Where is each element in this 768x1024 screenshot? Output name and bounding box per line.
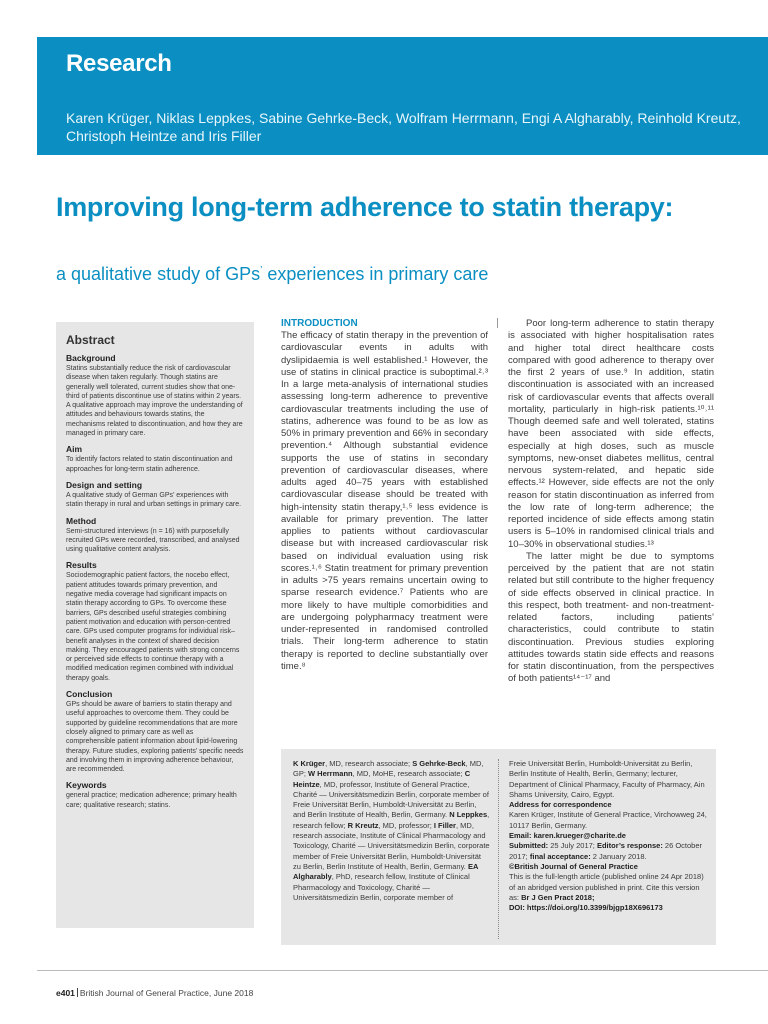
abstract-section-text: A qualitative study of German GPs’ experiences with statin therapy in rural and urban settings in primary care. bbox=[66, 491, 242, 509]
body-column-right bbox=[508, 318, 714, 686]
correspondence-heading: Address for correspondence bbox=[509, 800, 612, 810]
affiliation-continued: Freie Universität Berlin, Humboldt-Universität zu Berlin, Berlin Institute of Health, Berlin, Germany; lecturer, Department of Clinical Pharmacy, Faculty of Pharmacy, Ain Shams University, Cairo, Egypt. bbox=[509, 759, 705, 799]
abstract-section-results bbox=[66, 560, 244, 683]
author-name: K Krüger bbox=[293, 759, 326, 768]
page-number: e401 bbox=[56, 988, 75, 998]
author-name: R Kreutz bbox=[347, 820, 379, 830]
abstract-section-background bbox=[66, 353, 244, 438]
doi-link[interactable]: DOI: https://doi.org/10.3399/bjgp18X696173 bbox=[509, 903, 663, 913]
affiliations-left bbox=[293, 759, 490, 903]
affiliations-divider bbox=[498, 759, 499, 939]
abstract-heading: Abstract bbox=[66, 333, 115, 347]
author-affiliation: , research fellow; bbox=[293, 810, 490, 830]
abstract-section-title: Conclusion bbox=[66, 689, 113, 700]
abstract-section-text: GPs should be aware of barriers to statin therapy and useful approaches to overcome them. They could be supported by guideline recommendations that are more closely aligned to primary care as well as comprehensible patient information about lipid-lowering therapy. Future studies, exploring patients’ specific needs and involving them in improving adherence behaviour, are recommended. bbox=[66, 701, 244, 774]
copyright-line: ©British Journal of General Practice bbox=[509, 861, 638, 871]
column-rule bbox=[497, 318, 498, 328]
correspondence-email[interactable]: Email: karen.krueger@charite.de bbox=[509, 831, 626, 841]
abstract-section-title: Aim bbox=[66, 444, 83, 455]
abstract-section-keywords bbox=[66, 780, 244, 810]
article-title: Improving long-term adherence to statin therapy: bbox=[56, 192, 674, 222]
author-list: Karen Krüger, Niklas Leppkes, Sabine Gehrke-Beck, Wolfram Herrmann, Engi A Algharably, Reinhold Kreutz, Christoph Heintze and Iris Filler bbox=[66, 110, 741, 144]
citation-note: This is the full-length article (published online 24 Apr 2018) of an abridged version published in print. Cite this version as: Br J Gen Pract 2018; bbox=[509, 872, 704, 902]
author-name: W Herrmann bbox=[308, 769, 353, 779]
abstract-section-conclusion bbox=[66, 689, 244, 774]
footer-rule bbox=[37, 970, 768, 971]
abstract-section-title: Design and setting bbox=[66, 479, 143, 490]
author-affiliation: , MD, research associate, Institute of Clinical Pharmacology and Toxicology, Charité — Universitätsmedizin Berlin, corporate member of Freie Universität Berlin, Humboldt-Universität zu Berlin, Berlin Institute of Health, Berlin, Germany. bbox=[293, 820, 490, 871]
author-affiliation: , MD, GP; bbox=[293, 759, 484, 779]
affiliations-right bbox=[509, 759, 707, 913]
abstract-section-method bbox=[66, 516, 244, 555]
article-subtitle: a qualitative study of GPs’ experiences in primary care bbox=[56, 264, 489, 284]
author-name: N Leppkes bbox=[449, 810, 488, 820]
footer-separator bbox=[77, 988, 78, 997]
introduction-heading: INTRODUCTION bbox=[281, 318, 358, 329]
header-banner bbox=[37, 37, 768, 155]
abstract-section-text: To identify factors related to statin discontinuation and approaches for long-term statin adherence. bbox=[66, 456, 233, 473]
author-name: C Heintze bbox=[293, 769, 471, 789]
abstract-section-aim bbox=[66, 444, 244, 474]
author-affiliation: , PhD, research fellow, Institute of Clinical Pharmacology and Toxicology, Charité — Universitätsmedizin Berlin, corporate member of bbox=[293, 872, 470, 902]
abstract-section-title: Method bbox=[66, 515, 97, 526]
author-name: EA Algharably bbox=[293, 861, 479, 882]
abstract-section-text: Semi-structured interviews (n = 16) with purposefully recruited GPs were recorded, transcribed, and analysed using qualitative content analysis. bbox=[66, 527, 240, 554]
body-paragraph: Poor long-term adherence to statin therapy is associated with higher hospitalisation rates and higher total direct healthcare costs compared with good adherence to therapy over the first 2 years of use.⁹ In addition, statin discontinuation is associated with an increased risk of cardiovascular events that affects overall mortality, particularly in high-risk patients.¹⁰˒¹¹ Though deemed safe and well tolerated, statins have been associated with side effects, especially at high doses, such as muscle symptoms, new-onset diabetes mellitus, central nervous system-related, and hepatic side effects.¹² However, side effects are not the only reason for statin discontinuation as inferred from the low rate of long-term adherence; the reported incidence of side effects among statin users is 5–10% in randomised clinical trials and 10–30% in observational studies.¹³ bbox=[508, 318, 714, 550]
abstract-section-title: Background bbox=[66, 353, 116, 363]
submission-dates: Submitted: 25 July 2017; Editor’s response: 26 October 2017; final acceptance: 2 January 2018. bbox=[509, 841, 703, 861]
author-name: I Filler bbox=[433, 820, 456, 830]
author-affiliation: , MD, professor, Institute of General Practice, Charité — Universitätsmedizin Berlin, corporate member of Freie Universität Berlin, Humboldt-Universität zu Berlin, and Berlin Institute of Health, Berlin, Germany. bbox=[293, 779, 489, 820]
abstract-section-design bbox=[66, 480, 244, 510]
author-affiliation: , MD, professor; bbox=[378, 820, 434, 830]
body-paragraph: The latter might be due to symptoms perceived by the patient that are not statin related but still contribute to the higher frequency of side effects observed in clinical practice. In this respect, both treatment- and non-treatment-related factors, including patients’ characteristics, could contribute to statin discontinuation. Previous studies exploring attitudes towards statin side effects and reasons for statin discontinuation, from the perspectives of both patients¹⁴⁻¹⁷ and bbox=[508, 550, 714, 685]
section-label: Research bbox=[66, 50, 172, 77]
correspondence-address: Karen Krüger, Institute of General Practice, Virchowweg 24, 10117 Berlin, Germany. bbox=[509, 810, 707, 830]
abstract-section-title: Results bbox=[66, 560, 97, 571]
abstract-box bbox=[56, 322, 254, 928]
author-affiliation: , MD, MoHE, research associate; bbox=[352, 769, 465, 779]
journal-name: British Journal of General Practice, June 2018 bbox=[79, 988, 254, 998]
abstract-section-title: Keywords bbox=[66, 780, 107, 791]
abstract-section-text: general practice; medication adherence; primary health care; qualitative research; statins. bbox=[66, 792, 237, 809]
body-paragraph: The efficacy of statin therapy in the prevention of cardiovascular events in adults with dyslipidaemia is well established.¹ However, the use of statins in clinical practice is suboptimal.²˒³ In a large meta-analysis of international studies assessing long-term adherence to preventive cardiovascular treatments including the use of statins, adherence was found to be as low as 50% in primary prevention and 66% in secondary prevention.⁴ Although substantial evidence supports the use of statins in secondary prevention of cardiovascular diseases, where adults aged 40–75 years with established cardiovascular disease should be treated with high-intensity statin therapy,¹˒⁵ less evidence is available for primary prevention. The latter applies to patients without cardiovascular disease but with increased cardiovascular risk based on individual evaluation using risk scores.¹˒⁶ Statin treatment for primary prevention in adults >75 years remains uncertain owing to sparse research evidence.⁷ Patients who are more likely to have multiple comorbidities and are undergoing polypharmacy treatment were under-represented in randomised controlled trials. Their long-term adherence to statin therapy is reported to decline substantially over time.⁸ bbox=[281, 330, 489, 672]
author-name: S Gehrke-Beck bbox=[412, 759, 466, 768]
abstract-section-text: Statins substantially reduce the risk of cardiovascular disease when taken regularly. Though statins are generally well tolerated, current studies show that one-third of patients discontinue use of statins within 2 years. A qualitative approach may improve the understanding of attitudes and behaviours towards statins, the mechanisms related to discontinuation, and how they are managed in primary care. bbox=[66, 365, 243, 438]
page-footer bbox=[56, 988, 253, 998]
body-column-middle bbox=[281, 318, 488, 673]
author-affiliation: , MD, research associate; bbox=[325, 759, 413, 768]
abstract-section-text: Sociodemographic patient factors, the nocebo effect, patient attitudes towards primary prevention, and negative media coverage had significant impacts on statin therapy according to GPs. To overcome these barriers, GPs described useful strategies combining patient motivation and education with person-centred care. GPs used computer programs for individual risk–benefit analyses in the context of shared decision making. They encouraged patients with strong concerns or perceived side effects to continue therapy with a modified medication regimen combined with individual therapy goals. bbox=[66, 572, 240, 682]
